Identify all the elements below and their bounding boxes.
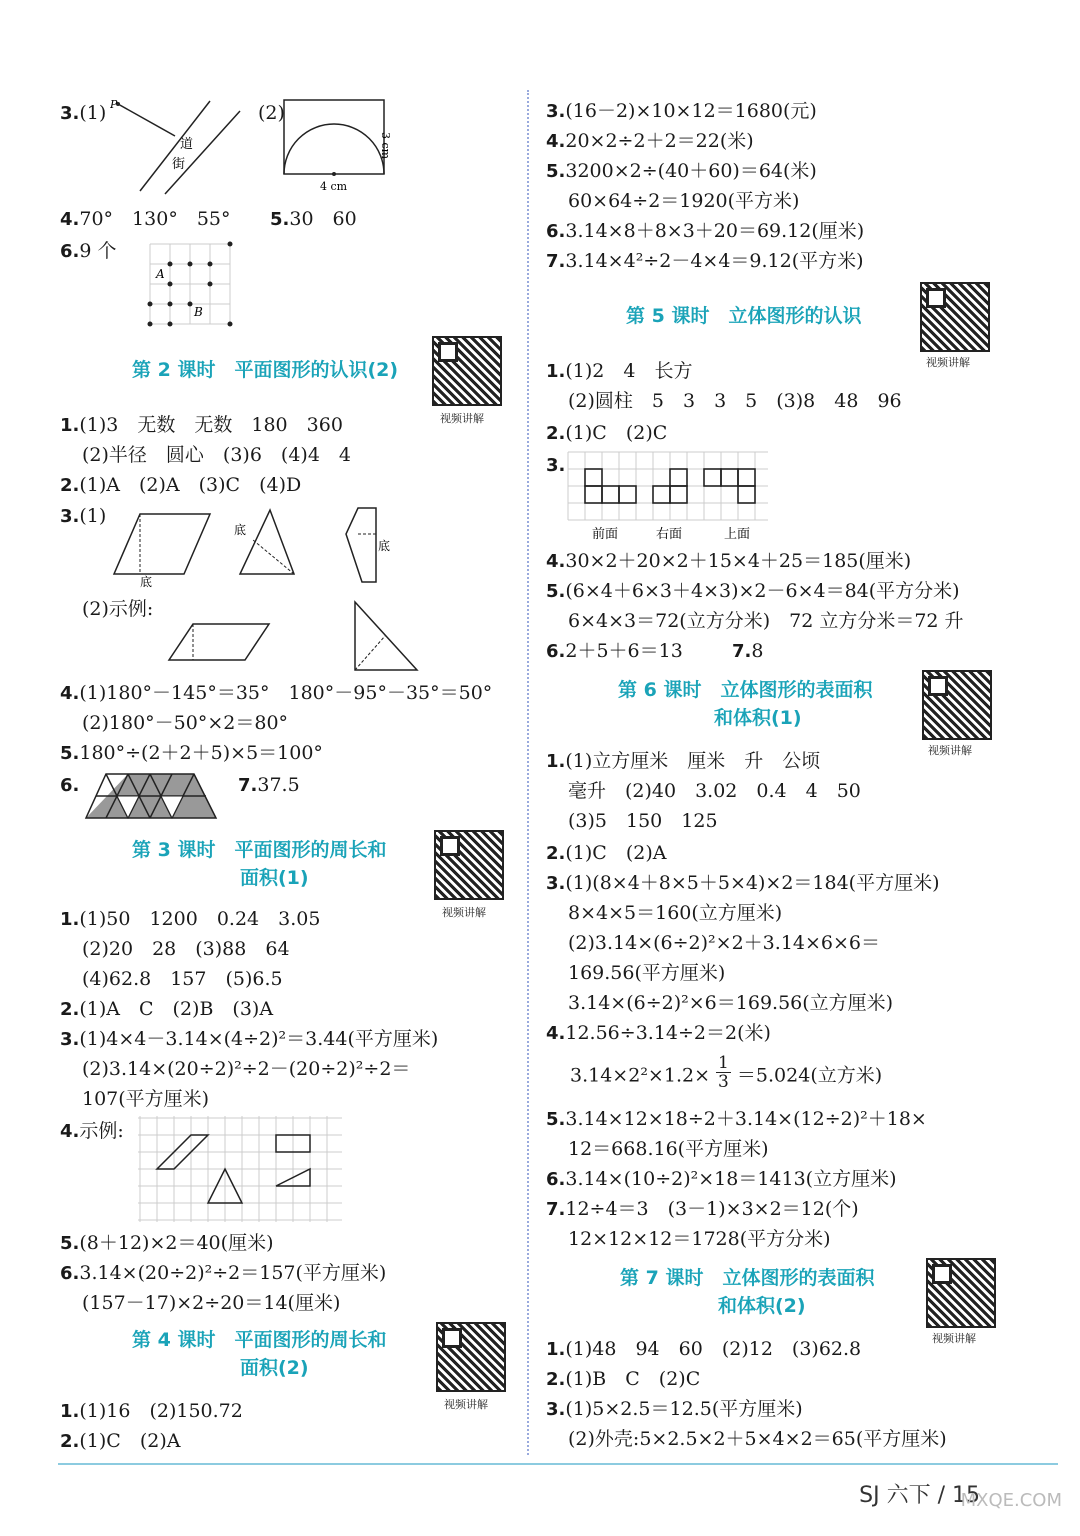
answer-text: (3)5 150 125 [568,810,718,832]
answer-text: 12.56÷3.14÷2＝2(米) [565,1022,771,1044]
answer-text: 107(平方厘米) [82,1088,210,1110]
q-num: 1. [60,1401,80,1422]
answer-text: 3.14×2²×1.2× [570,1064,710,1087]
q-num: 5. [546,161,566,182]
q-num: 4. [546,131,566,152]
qr-caption: 视频讲解 [926,356,970,369]
section-heading: 第 5 课时 立体图形的认识 [626,305,862,327]
q-num: 2. [546,423,566,444]
answer-text: (4)62.8 157 (5)6.5 [82,968,283,990]
q-num: 1. [60,909,80,930]
page-footer: SJ 六下 / 15 [859,1483,980,1508]
section-heading: 第 3 课时 平面图形的周长和 [132,839,387,861]
qr-code-icon[interactable] [432,336,502,406]
q-num: 2. [60,1431,80,1452]
answer-text: (1)4×4－3.14×(4÷2)²＝3.44(平方厘米) [79,1028,439,1050]
answer-text: (1)5×2.5＝12.5(平方厘米) [565,1398,803,1420]
figure-triangle-strip [84,772,218,822]
answer-text: (2) [258,102,285,124]
answer-text: 3.14×(6÷2)²×6＝169.56(立方厘米) [568,992,894,1014]
answer-text: (2)3.14×(20÷2)²÷2－(20÷2)²÷2＝ [82,1058,411,1080]
section-heading: 面积(2) [240,1357,309,1379]
answer-text: (2)180°－50°×2＝80° [82,712,289,734]
answer-text: (1)2 4 长方 [565,360,693,382]
answer-text: 示例: [79,1120,124,1142]
q-num: 5. [270,209,290,230]
svg-text:A: A [156,267,165,281]
section-heading: 面积(1) [240,867,309,889]
fraction-denominator: 3 [718,1072,729,1092]
section-heading: 第 4 课时 平面图形的周长和 [132,1329,387,1351]
answer-text: (1)C (2)A [565,842,667,864]
q-num: 3. [60,506,80,527]
answer-text: 20×2÷2＋2＝22(米) [565,130,754,152]
answer-text: (1)(8×4＋8×5＋5×4)×2＝184(平方厘米) [565,872,940,894]
column-divider [527,90,529,1455]
figure-grid-examples [138,1116,344,1224]
base-label: 底 [140,575,153,588]
figure-three-views [566,448,770,542]
q-num: 2. [546,1369,566,1390]
section-heading: 和体积(1) [714,707,802,729]
view-label: 前面 [592,527,619,542]
answer-text: 70° 130° 55° [79,208,231,230]
answer-text: 3.14×12×18÷2＋3.14×(12÷2)²＋18× [565,1108,927,1130]
qr-code-icon[interactable] [922,670,992,740]
answer-text: (2)20 28 (3)88 64 [82,938,290,960]
answer-text: 12＝668.16(平方厘米) [568,1138,769,1160]
qr-caption: 视频讲解 [444,1398,488,1411]
q-num: 3. [546,1399,566,1420]
q-num: 6. [546,1169,566,1190]
answer-text: (1)B C (2)C [565,1368,701,1390]
q-num: 3. [546,873,566,894]
answer-text: 8×4×5＝160(立方厘米) [568,902,783,924]
answer-text: (1)C (2)A [79,1430,181,1452]
answer-text: (1)16 (2)150.72 [79,1400,243,1422]
answer-text: 毫升 (2)40 3.02 0.4 4 50 [568,780,861,802]
qr-code-icon[interactable] [920,282,990,352]
answer-text: (1)A (2)A (3)C (4)D [79,474,302,496]
section-heading: 第 6 课时 立体图形的表面积 [618,679,873,701]
q-num: 7. [546,1199,566,1220]
answer-text: (1)50 1200 0.24 3.05 [79,908,321,930]
answer-text: (1)立方厘米 厘米 升 公顷 [565,750,821,772]
section-heading: 第 7 课时 立体图形的表面积 [620,1267,875,1289]
q-num: 5. [60,1233,80,1254]
footer-rule [58,1463,1058,1465]
road-label: 道 [180,137,194,152]
qr-caption: 视频讲解 [440,412,484,425]
street-label: 街 [172,157,186,172]
height-label: 3 cm [379,132,392,160]
answer-text: 12×12×12＝1728(平方分米) [568,1228,831,1250]
figure-semicircle-rect [280,96,410,192]
q-num: 6. [546,221,566,242]
answer-text: 3.14×(10÷2)²×18＝1413(立方厘米) [565,1168,897,1190]
q-num: 2. [546,843,566,864]
q-num: 1. [546,361,566,382]
answer-text: (2)半径 圆心 (3)6 (4)4 4 [82,444,352,466]
q-num: 1. [546,751,566,772]
q-num: 4. [546,551,566,572]
q-num: 5. [546,581,566,602]
answer-text: ＝5.024(立方米) [736,1064,883,1087]
q-num: 6. [60,1263,80,1284]
q-num: 4. [60,209,80,230]
section-heading: 第 2 课时 平面图形的认识(2) [132,359,399,381]
answer-text: (1) [79,505,107,527]
answer-text: (8＋12)×2＝40(厘米) [79,1232,274,1254]
point-label: P [110,98,118,111]
answer-text: (1)48 94 60 (2)12 (3)62.8 [565,1338,862,1360]
q-num: 2. [60,999,80,1020]
answer-text: 2＋5＋6＝13 [565,640,683,662]
answer-text: (2)圆柱 5 3 3 5 (3)8 48 96 [568,390,902,412]
q-num: 7. [546,251,566,272]
answer-text: 3.14×(20÷2)²÷2＝157(平方厘米) [79,1262,387,1284]
answer-text: (1) [79,102,107,124]
q-num: 5. [546,1109,566,1130]
qr-caption: 视频讲解 [932,1332,976,1345]
section-heading: 和体积(2) [718,1295,806,1317]
answer-text: (2)外壳:5×2.5×2＋5×4×2＝65(平方厘米) [568,1428,947,1450]
figure-heights [110,504,400,588]
qr-code-icon[interactable] [434,830,504,900]
view-label: 上面 [724,527,751,542]
answer-text: 169.56(平方厘米) [568,962,726,984]
q-num: 7. [238,775,258,796]
fraction-numerator: 1 [718,1053,729,1073]
answer-text: (6×4＋6×3＋4×3)×2－6×4＝84(平方分米) [565,580,960,602]
q-num: 3. [546,101,566,122]
answer-text: 6×4×3＝72(立方分米) 72 立方分米＝72 升 [568,610,964,632]
base-label: 底 [234,523,247,537]
answer-text: (1)180°－145°＝35° 180°－95°－35°＝50° [79,682,493,704]
q-num: 3. [60,1029,80,1050]
figure-example-shapes [165,598,425,678]
answer-text: 9 个 [79,240,117,262]
answer-text: 180°÷(2＋2＋5)×5＝100° [79,742,323,764]
answer-text: 30 60 [289,208,357,230]
q-num: 3. [60,103,80,124]
answer-text: (1)3 无数 无数 180 360 [79,414,343,436]
answer-text: 3.14×4²÷2－4×4＝9.12(平方米) [565,250,864,272]
answer-text: (2)示例: [82,598,154,620]
width-label: 4 cm [320,180,348,192]
q-num: 1. [546,1339,566,1360]
view-label: 右面 [656,527,683,542]
q-num: 5. [60,743,80,764]
q-num: 3. [546,455,566,476]
q-num: 6. [60,775,80,796]
answer-text: 30×2＋20×2＋15×4＋25＝185(厘米) [565,550,912,572]
q-num: 7. [732,641,752,662]
answer-text: (1)A C (2)B (3)A [79,998,274,1020]
answer-text: (157－17)×2÷20＝14(厘米) [82,1292,341,1314]
q-num: 4. [60,1121,80,1142]
q-num: 4. [546,1023,566,1044]
q-num: 4. [60,683,80,704]
qr-caption: 视频讲解 [928,744,972,757]
answer-text: 3200×2÷(40＋60)＝64(米) [565,160,817,182]
qr-caption: 视频讲解 [442,906,486,919]
answer-text: 37.5 [257,774,300,796]
q-num: 2. [60,475,80,496]
q-num: 6. [60,241,80,262]
figure-dot-grid [142,236,238,328]
qr-code-icon[interactable] [436,1322,506,1392]
answer-text: (2)3.14×(6÷2)²×2＋3.14×6×6＝ [568,932,881,954]
q-num: 1. [60,415,80,436]
figure-street-perpendicular [110,96,250,196]
base-label: 底 [378,539,391,553]
answer-text: (1)C (2)C [565,422,668,444]
svg-text:B: B [194,305,203,319]
answer-text: 8 [751,640,764,662]
qr-code-icon[interactable] [926,1258,996,1328]
answer-text: (16－2)×10×12＝1680(元) [565,100,817,122]
answer-text: 12÷4＝3 (3－1)×3×2＝12(个) [565,1198,859,1220]
q-num: 6. [546,641,566,662]
answer-text: 3.14×8＋8×3＋20＝69.12(厘米) [565,220,865,242]
answer-text: 60×64÷2＝1920(平方米) [568,190,800,212]
watermark: MXQE.COM [960,1490,1062,1511]
